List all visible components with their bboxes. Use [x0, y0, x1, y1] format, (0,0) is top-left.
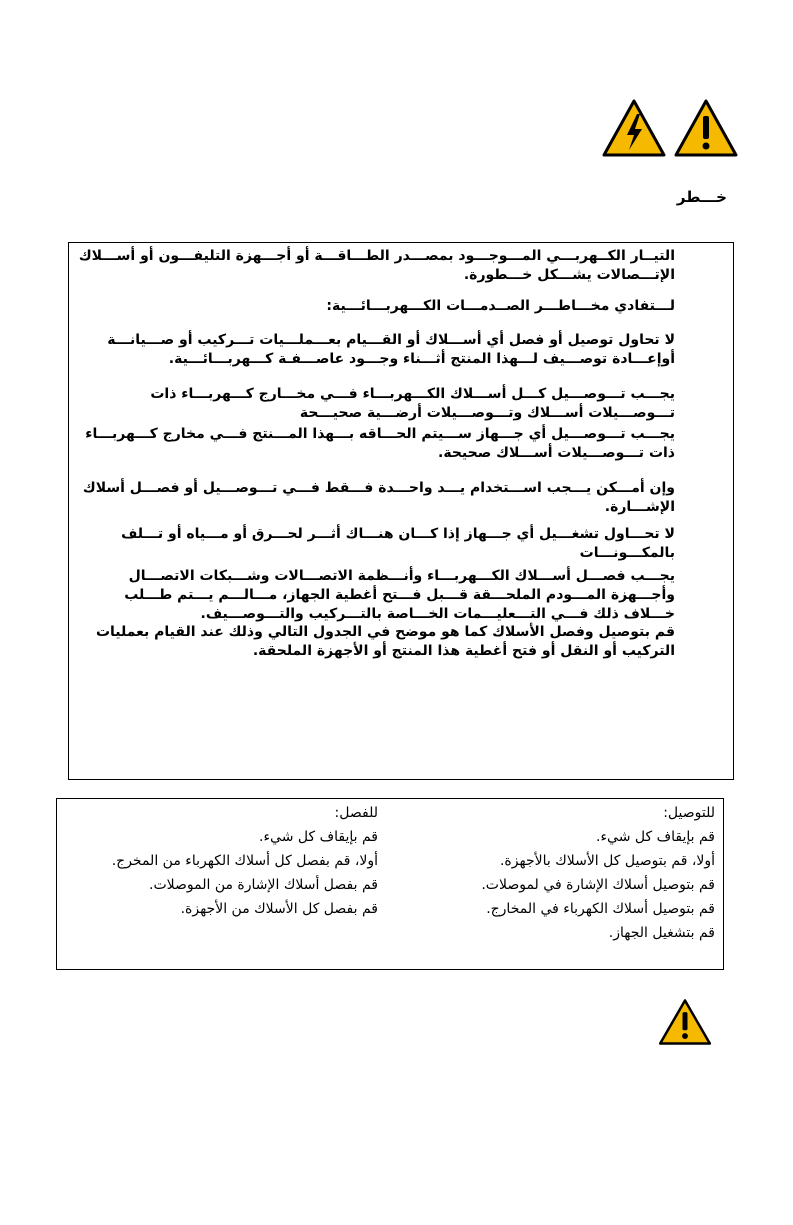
- electrical-hazard-icon: [601, 98, 667, 158]
- exclamation-warning-icon: [673, 98, 739, 158]
- danger-paragraph: يجـــب فصـــل أســـلاك الكـــهربـــاء وأنـــظمة الاتصـــالات وشـــبكات الاتصـــال وأجـــهزة المـــودم الملحـــقة قـــبل فـــتح أغطية الجهاز، مـــالـــم يـــتم طـــلب خـــلاف ذلك فـــي التـــعليـــمات الخـــاصة بالتـــركيب والتـــوصـــيف.: [124, 568, 675, 622]
- disconnect-step: قم بفصل أسلاك الإشارة من الموصلات.: [149, 877, 378, 893]
- connect-step: قم بتوصيل أسلاك الكهرباء في المخارج.: [486, 901, 715, 917]
- hazard-icons: [601, 98, 741, 160]
- connect-column: [425, 801, 715, 945]
- danger-paragraph: يجـــب تـــوصـــيل أي جـــهاز ســـيتم الحـــاقه بـــهذا المـــنتج فـــي مخارج كـــهربـــاء ذات تـــوصـــيلات أســـلاك صحيحة.: [85, 426, 675, 461]
- danger-paragraph: لا تحاول توصيل أو فصل أي أســـلاك أو القـــيام بعـــملـــيات تـــركيب أو صـــيانـــة أوإعـــادة توصـــيف لـــهذا المنتج أثـــناء وجـــود عاصـــفـة كـــهربـــائـــية.: [107, 332, 675, 367]
- danger-paragraph: لـــتفادي مخـــاطـــر الصــدمـــات الكـــهربـــائـــية:: [326, 298, 675, 314]
- connect-heading: للتوصيل:: [663, 805, 715, 821]
- connect-step: قم بتوصيل أسلاك الإشارة في لموصلات.: [481, 877, 715, 893]
- danger-paragraph: يجـــب تـــوصـــيل كـــل أســـلاك الكـــهربـــاء فـــي مخـــارج كـــهربـــاء ذات تـــوصـــيلات أســـلاك وتـــوصـــيلات أرضـــية صحيـــحة: [150, 386, 675, 421]
- connect-disconnect-table: [56, 798, 724, 970]
- connect-step: أولا، قم بتوصيل كل الأسلاك بالأجهزة.: [499, 853, 715, 869]
- disconnect-step: أولا، قم بفصل كل أسلاك الكهرباء من المخرج.: [111, 853, 378, 869]
- danger-paragraph: لا تحـــاول تشغـــيل أي جـــهاز إذا كـــان هنـــاك أثـــر لحـــرق أو مـــياه أو تـــلف بالمكـــونـــات: [121, 526, 675, 561]
- danger-text-box: [68, 242, 734, 780]
- exclamation-warning-icon: [657, 998, 713, 1046]
- connect-step: قم بإيقاف كل شيء.: [596, 829, 715, 845]
- danger-paragraph: التيــار الكــهربـــي المـــوجـــود بمصـــدر الطـــاقـــة أو أجـــهزة التليفـــون أو أســـلاك الإتـــصالات يشـــكل خـــطورة.: [78, 248, 675, 283]
- danger-paragraph: قم بتوصيل وفصل الأسلاك كما هو موضح في الجدول التالي وذلك عند القيام بعمليات التركيب أو النقل أو فتح أغطية هذا المنتج أو الأجهزة الملحقة.: [95, 624, 675, 659]
- disconnect-column: [58, 801, 378, 921]
- danger-title: خـــطر: [676, 188, 727, 206]
- connect-step: قم بتشغيل الجهاز.: [608, 925, 715, 941]
- disconnect-step: قم بإيقاف كل شيء.: [259, 829, 378, 845]
- disconnect-step: قم بفصل كل الأسلاك من الأجهزة.: [180, 901, 378, 917]
- disconnect-heading: للفصل:: [334, 805, 378, 821]
- danger-paragraph: وإن أمـــكن يـــجب اســـتخدام يـــد واحـــدة فـــقط فـــي تـــوصـــيل أو فصـــل أسلاك الإشـــارة.: [82, 480, 675, 515]
